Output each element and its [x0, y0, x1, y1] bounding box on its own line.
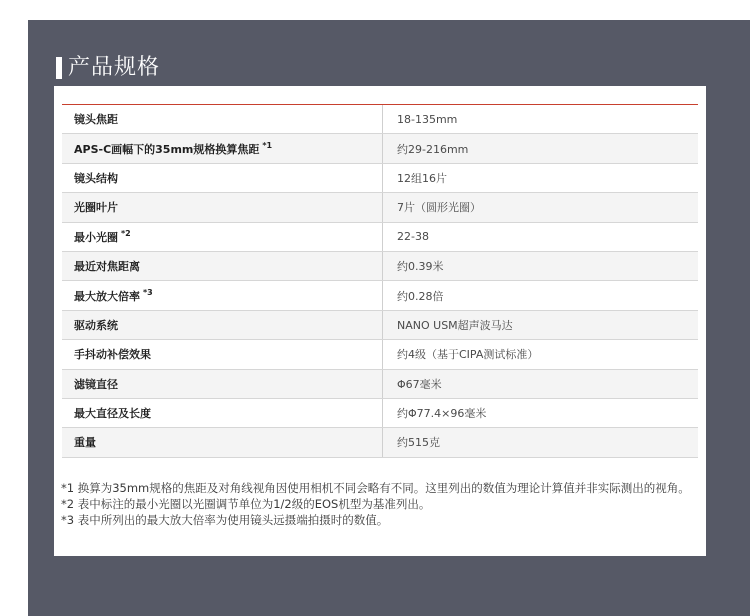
spec-label: 驱动系统 [74, 318, 118, 332]
spec-table [62, 105, 698, 458]
spec-row [62, 251, 698, 280]
spec-row [62, 340, 698, 369]
spec-value: 12组16片 [383, 163, 699, 192]
spec-label: APS-C画幅下的35mm规格换算焦距 [74, 142, 260, 156]
spec-value: 约Φ77.4×96毫米 [383, 398, 699, 427]
title-marker [56, 57, 62, 79]
spec-label-cell [62, 105, 383, 134]
spec-value: 约0.28倍 [383, 281, 699, 310]
spec-label: 最大直径及长度 [74, 407, 151, 421]
spec-value: 18-135mm [383, 105, 699, 134]
spec-label: 镜头焦距 [74, 113, 118, 127]
spec-label-cell [62, 310, 383, 339]
spec-label-cell [62, 193, 383, 222]
spec-value: Φ67毫米 [383, 369, 699, 398]
spec-value: 约4级（基于CIPA测试标准） [383, 340, 699, 369]
spec-label-cell [62, 428, 383, 457]
spec-label-cell [62, 281, 383, 310]
spec-label-cell [62, 340, 383, 369]
spec-row [62, 398, 698, 427]
spec-label-cell [62, 398, 383, 427]
spec-label: 光圈叶片 [74, 201, 118, 215]
spec-row [62, 222, 698, 251]
spec-label-cell [62, 251, 383, 280]
spec-value: 7片（圆形光圈） [383, 193, 699, 222]
spec-value: 约515克 [383, 428, 699, 457]
footnote-marker: *2 [121, 228, 131, 238]
spec-label: 重量 [74, 436, 96, 450]
spec-label: 手抖动补偿效果 [74, 348, 151, 362]
footnote-1: *1 换算为35mm规格的焦距及对角线视角因使用相机不同会略有不同。这里列出的数值为理论计算值并非实际测出的视角。 [61, 481, 690, 495]
footnotes [61, 480, 701, 528]
spec-row [62, 281, 698, 310]
spec-label: 最近对焦距离 [74, 260, 140, 274]
spec-row [62, 134, 698, 163]
spec-label: 滤镜直径 [74, 377, 118, 391]
spec-label-cell [62, 222, 383, 251]
spec-value: 约29-216mm [383, 134, 699, 163]
spec-row [62, 105, 698, 134]
spec-label: 镜头结构 [74, 171, 118, 185]
spec-table-wrap [62, 104, 698, 458]
footnote-3: *3 表中所列出的最大放大倍率为使用镜头远摄端拍摄时的数值。 [61, 513, 389, 527]
spec-value: NANO USM超声波马达 [383, 310, 699, 339]
footnote-marker: *1 [262, 140, 273, 150]
spec-value: 约0.39米 [383, 251, 699, 280]
footnote-marker: *3 [143, 287, 153, 297]
footnote-2: *2 表中标注的最小光圈以光圈调节单位为1/2级的EOS机型为基准列出。 [61, 497, 431, 511]
spec-row [62, 310, 698, 339]
spec-value: 22-38 [383, 222, 699, 251]
spec-label-cell [62, 369, 383, 398]
section-header [56, 54, 160, 82]
spec-label: 最大放大倍率 [74, 289, 140, 303]
page-title: 产品规格 [68, 55, 161, 80]
spec-card [54, 86, 706, 556]
spec-row [62, 428, 698, 457]
spec-row [62, 369, 698, 398]
spec-label-cell [62, 134, 383, 163]
spec-label-cell [62, 163, 383, 192]
spec-label: 最小光圈 [74, 230, 118, 244]
spec-row [62, 163, 698, 192]
spec-row [62, 193, 698, 222]
